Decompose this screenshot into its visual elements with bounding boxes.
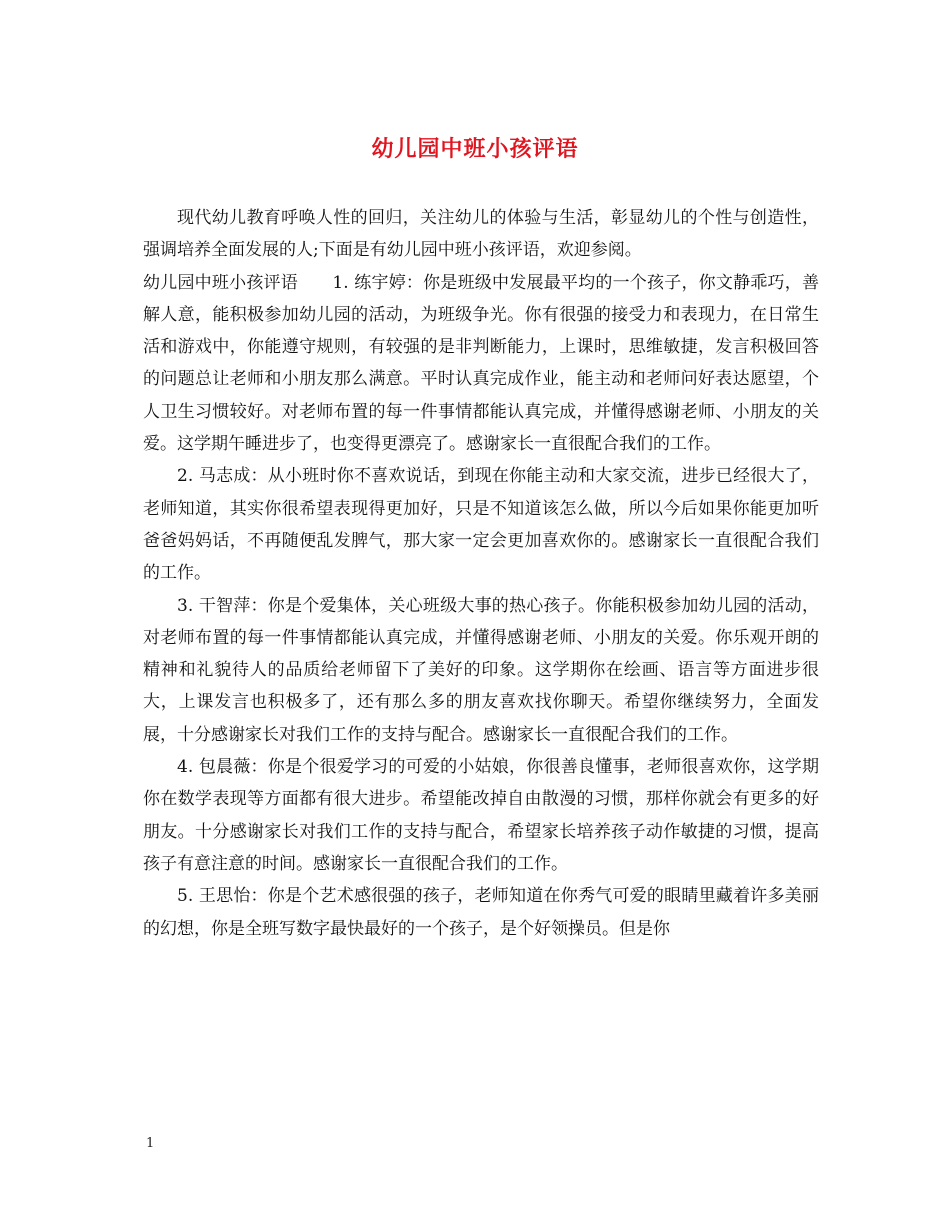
page-number: 1 [146, 1136, 155, 1151]
comment-paragraph-2: 2. 马志成：从小班时你不喜欢说话，到现在你能主动和大家交流，进步已经很大了，老师知道，其实你很希望表现得更加好，只是不知道该怎么做，所以今后如果你能更加听爸爸妈妈话，不再随便乱发脾气，那大家一定会更加喜欢你的。感谢家长一直很配合我们的工作。 [143, 466, 819, 584]
comment-paragraph-3: 3. 干智萍：你是个爱集体，关心班级大事的热心孩子。你能积极参加幼儿园的活动，对老师布置的每一件事情都能认真完成，并懂得感谢老师、小朋友的关爱。你乐观开朗的精神和礼貌待人的品质给老师留下了美好的印象。这学期你在绘画、语言等方面进步很大，上课发言也积极多了，还有那么多的朋友喜欢找你聊天。希望你继续努力，全面发展，十分感谢家长对我们工作的支持与配合。感谢家长一直很配合我们的工作。 [143, 595, 819, 745]
document-title: 幼儿园中班小孩评语 [371, 136, 579, 162]
document-body [143, 202, 819, 945]
comment-paragraph-1: 幼儿园中班小孩评语 1. 练宇婷：你是班级中发展最平均的一个孩子，你文静乖巧，善解人意，能积极参加幼儿园的活动，为班级争光。你有很强的接受力和表现力，在日常生活和游戏中，你能遵守规则，有较强的是非判断能力，上课时，思维敏捷，发言积极回答的问题总让老师和小朋友那么满意。平时认真完成作业，能主动和老师问好表达愿望，个人卫生习惯较好。对老师布置的每一件事情都能认真完成，并懂得感谢老师、小朋友的关爱。这学期午睡进步了，也变得更漂亮了。感谢家长一直很配合我们的工作。 [143, 272, 819, 455]
intro-paragraph: 现代幼儿教育呼唤人性的回归，关注幼儿的体验与生活，彰显幼儿的个性与创造性，强调培养全面发展的人;下面是有幼儿园中班小孩评语，欢迎参阅。 [143, 208, 819, 261]
comment-paragraph-4: 4. 包晨薇：你是个很爱学习的可爱的小姑娘，你很善良懂事，老师很喜欢你，这学期你在数学表现等方面都有很大进步。希望能改掉自由散漫的习惯，那样你就会有更多的好朋友。十分感谢家长对我们工作的支持与配合，希望家长培养孩子动作敏捷的习惯，提高孩子有意注意的时间。感谢家长一直很配合我们的工作。 [143, 757, 819, 874]
comment-paragraph-5: 5. 王思怡：你是个艺术感很强的孩子，老师知道在你秀气可爱的眼睛里藏着许多美丽的幻想，你是全班写数字最快最好的一个孩子，是个好领操员。但是你 [143, 886, 819, 939]
